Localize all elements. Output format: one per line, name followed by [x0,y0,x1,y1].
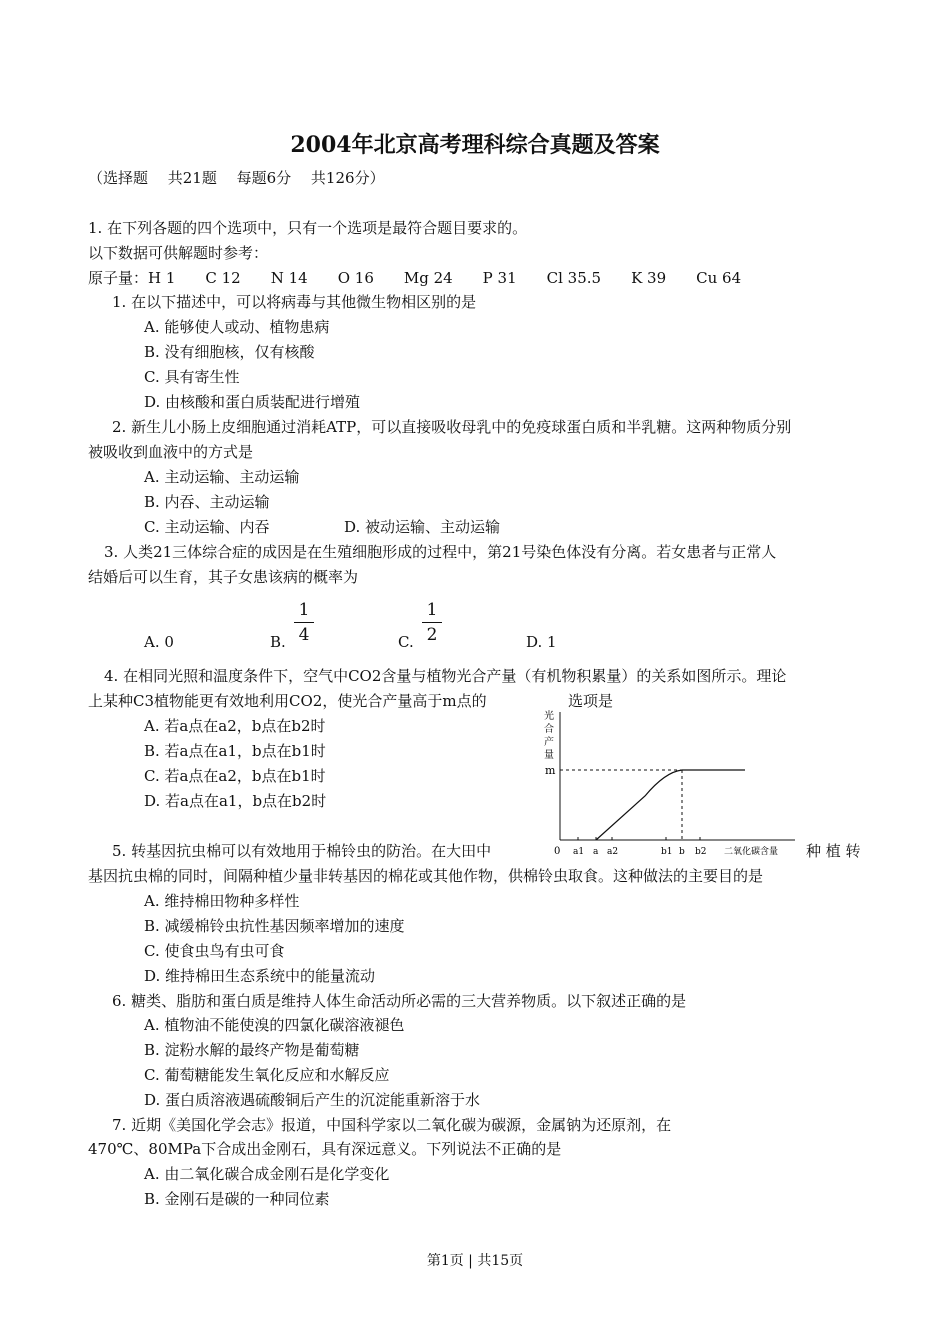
q4-stem-line-1: 4. 在相同光照和温度条件下，空气中CO2含量与植物光合产量（有机物积累量）的关系如图所示。理论 [104,667,787,685]
q4-option-d: D. 若a点在a1，b点在b2时 [144,792,327,810]
q6-option-c: C. 葡萄糖能发生氧化反应和水解反应 [144,1066,390,1084]
q3-b-denominator: 4 [298,625,310,645]
q1-stem: 1. 在以下描述中，可以将病毒与其他微生物相区别的是 [112,293,477,311]
q4-option-a: A. 若a点在a2，b点在b2时 [144,717,326,735]
x-axis-label: 二氧化碳含量 [724,847,779,857]
q3-option-b-fraction [294,600,314,645]
q7-stem-line-1: 7. 近期《美国化学会志》报道，中国科学家以二氧化碳为碳源，金属钠为还原剂，在 [112,1116,672,1134]
exam-subtitle: （选择题 共21题 每题6分 共126分） [88,169,385,187]
fraction-bar [422,622,442,623]
y-axis-label-char: 光 [544,711,554,722]
q1-option-d: D. 由核酸和蛋白质装配进行增殖 [144,393,361,411]
tick-label-a1: a1 [573,847,585,857]
q3-option-c-label: C. [398,633,414,651]
q7-option-a: A. 由二氧化碳合成金刚石是化学变化 [144,1165,390,1183]
fraction-bar [294,622,314,623]
q1-option-b: B. 没有细胞核，仅有核酸 [144,343,315,361]
instruction-line-1: 1. 在下列各题的四个选项中，只有一个选项是最符合题目要求的。 [88,219,528,237]
atomic-masses: 原子量：H 1 C 12 N 14 O 16 Mg 24 P 31 Cl 35.5 K 39 Cu 64 [88,269,742,287]
q2-stem-line-1: 2. 新生儿小肠上皮细胞通过消耗ATP，可以直接吸收母乳中的免疫球蛋白质和半乳糖。这两种物质分别 [112,418,792,436]
page-footer: 第1页 | 共15页 [426,1253,524,1269]
q5-option-d: D. 维持棉田生态系统中的能量流动 [144,967,376,985]
q2-option-c: C. 主动运输、内吞 [144,518,270,536]
q3-option-d: D. 1 [526,633,557,651]
tick-label-b: b [679,847,685,857]
y-axis-label-char: 量 [544,750,554,761]
q3-stem-line-1: 3. 人类21三体综合症的成因是在生殖细胞形成的过程中，第21号染色体没有分离。若女患者与正常人 [104,543,777,561]
q5-option-b: B. 减缓棉铃虫抗性基因频率增加的速度 [144,917,405,935]
tick-label-a: a [593,847,599,857]
q5-stem-line-1a: 5. 转基因抗虫棉可以有效地用于棉铃虫的防治。在大田中 [112,842,492,860]
photosynthesis-co2-graph [530,700,800,865]
q3-option-a: A. 0 [144,633,174,651]
q5-stem-line-2: 基因抗虫棉的同时，间隔种植少量非转基因的棉花或其他作物，供棉铃虫取食。这种做法的主要目的是 [88,867,764,885]
tick-label-b1: b1 [661,847,673,857]
q6-stem: 6. 糖类、脂肪和蛋白质是维持人体生命活动所必需的三大营养物质。以下叙述正确的是 [112,992,687,1010]
q2-option-a: A. 主动运输、主动运输 [144,468,300,486]
q4-option-c: C. 若a点在a2，b点在b1时 [144,767,326,785]
q6-option-b: B. 淀粉水解的最终产物是葡萄糖 [144,1041,360,1059]
q6-option-a: A. 植物油不能使溴的四氯化碳溶液褪色 [144,1016,405,1034]
q3-option-c-fraction [422,600,442,645]
q2-stem-line-2: 被吸收到血液中的方式是 [88,443,254,461]
q1-option-c: C. 具有寄生性 [144,368,240,386]
q7-stem-line-2: 470℃、80MPa下合成出金刚石，具有深远意义。下列说法不正确的是 [88,1140,562,1158]
q4-stem-line-2a: 上某种C3植物能更有效地利用CO2，使光合产量高于m点的 [88,692,487,710]
production-curve [596,770,745,840]
y-axis-label-char: 产 [544,737,554,748]
y-axis-label-char: 合 [544,724,554,735]
q3-b-numerator: 1 [298,600,310,620]
tick-label-b2: b2 [695,847,707,857]
q4-option-b: B. 若a点在a1，b点在b1时 [144,742,326,760]
q4-stem-line-2b: 选项是 [568,692,614,710]
q2-option-d: D. 被动运输、主动运输 [344,518,501,536]
origin-label: 0 [554,846,561,857]
tick-label-a2: a2 [607,847,619,857]
q2-option-b: B. 内吞、主动运输 [144,493,270,511]
q5-stem-line-1b: 种 植 转 [806,842,861,860]
instruction-line-2: 以下数据可供解题时参考： [88,244,269,262]
q3-c-numerator: 1 [426,600,438,620]
m-label: m [545,764,556,777]
q3-stem-line-2: 结婚后可以生育，其子女患该病的概率为 [88,568,359,586]
q3-c-denominator: 2 [426,625,438,645]
q6-option-d: D. 蛋白质溶液遇硫酸铜后产生的沉淀能重新溶于水 [144,1091,481,1109]
q5-option-c: C. 使食虫鸟有虫可食 [144,942,285,960]
page-title: 2004年北京高考理科综合真题及答案 [290,132,660,158]
q1-option-a: A. 能够使人或动、植物患病 [144,318,330,336]
q3-option-b-label: B. [270,633,286,651]
q5-option-a: A. 维持棉田物种多样性 [144,892,300,910]
q7-option-b: B. 金刚石是碳的一种同位素 [144,1190,330,1208]
